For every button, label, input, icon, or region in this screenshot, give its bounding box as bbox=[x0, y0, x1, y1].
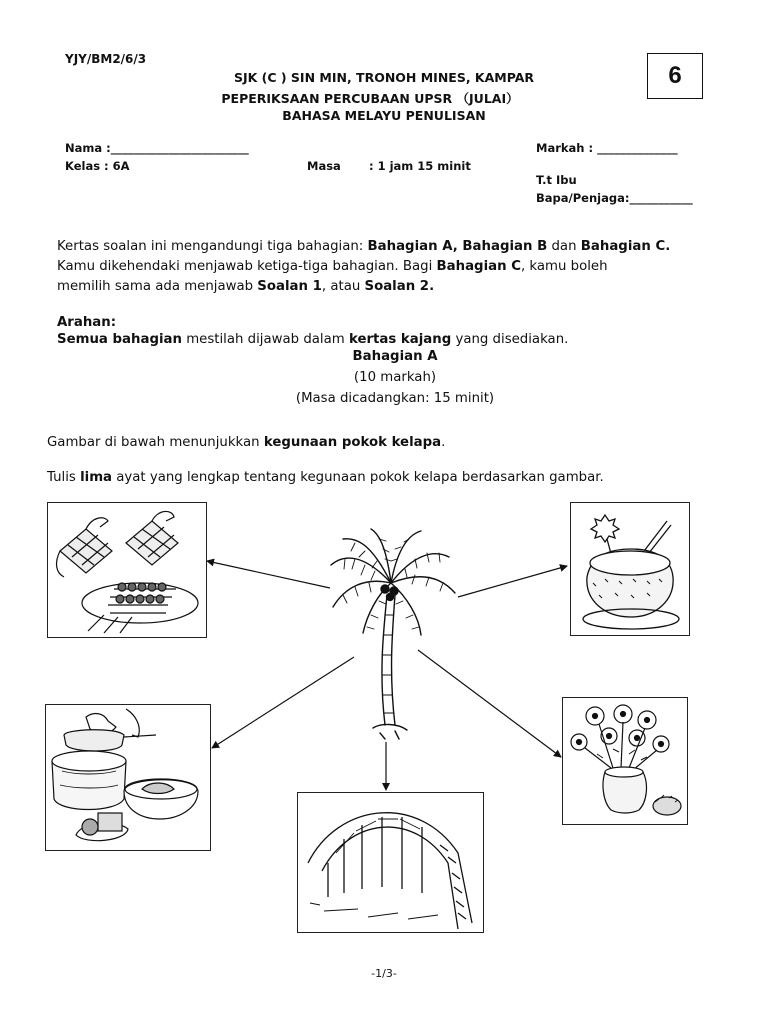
arrow-to-ketupat bbox=[207, 561, 330, 588]
exam-title: PEPERIKSAAN PERCUBAAN UPSR （JULAI） bbox=[221, 91, 519, 106]
arahan-bold: Semua bahagian bbox=[57, 332, 182, 347]
section-title: Bahagian A bbox=[352, 349, 438, 364]
intro-text: memilih sama ada menjawab bbox=[57, 279, 258, 294]
markah-line: ______________ bbox=[597, 141, 678, 155]
question-text: ayat yang lengkap tentang kegunaan pokok kelapa berdasarkan gambar. bbox=[112, 470, 604, 485]
intro-bold: Soalan 2. bbox=[364, 279, 435, 294]
intro-text: , kamu boleh bbox=[520, 259, 608, 274]
crafts-image bbox=[562, 697, 688, 825]
intro-bold: Bahagian C. bbox=[580, 239, 671, 254]
subject-title: BAHASA MELAYU PENULISAN bbox=[282, 108, 486, 123]
arahan-title: Arahan: bbox=[57, 315, 117, 330]
intro-bold: Bahagian A, Bahagian B bbox=[367, 239, 548, 254]
nama-line: ________________________ bbox=[110, 141, 249, 155]
nama-label: Nama : bbox=[65, 141, 111, 155]
intro-text: Kamu dikehendaki menjawab ketiga-tiga bahagian. Bagi bbox=[57, 259, 437, 274]
flower-vase-icon bbox=[563, 698, 687, 824]
cooking-icon bbox=[46, 705, 210, 850]
arrow-to-coconut-drink bbox=[458, 566, 567, 597]
bridge-image bbox=[297, 792, 484, 933]
arahan-plain: mestilah dijawab dalam bbox=[181, 332, 349, 347]
kelas-field: Kelas : 6A bbox=[65, 159, 130, 173]
question-text: . bbox=[441, 435, 446, 450]
section-time: (Masa dicadangkan: 15 minit) bbox=[295, 391, 495, 406]
bapa-label: Bapa/Penjaga: bbox=[536, 191, 630, 205]
coconut-drink-image bbox=[570, 502, 690, 636]
ketupat-satay-icon bbox=[48, 503, 206, 637]
intro-bold: Bahagian C bbox=[436, 259, 521, 274]
question-bold: lima bbox=[80, 470, 113, 485]
paper-code: YJY/BM2/6/3 bbox=[65, 52, 147, 66]
masa-label: Masa bbox=[307, 159, 341, 173]
bridge-icon bbox=[298, 793, 483, 932]
coconut-drink-icon bbox=[571, 503, 689, 635]
intro-bold: Soalan 1 bbox=[257, 279, 322, 294]
tt-label: T.t Ibu bbox=[536, 173, 577, 187]
intro-text: , atau bbox=[321, 279, 365, 294]
question-text: Gambar di bawah menunjukkan bbox=[47, 435, 264, 450]
bapa-line: ___________ bbox=[629, 191, 693, 205]
coconut-tree-icon bbox=[325, 525, 460, 745]
ketupat-satay-image bbox=[47, 502, 207, 638]
arahan-bold: kertas kajang bbox=[348, 332, 452, 347]
question-text: Tulis bbox=[47, 470, 81, 485]
intro-text: dan bbox=[547, 239, 581, 254]
masa-value: : 1 jam 15 minit bbox=[369, 159, 471, 173]
section-marks: (10 markah) bbox=[353, 370, 437, 385]
intro-text: Kertas soalan ini mengandungi tiga bahagian: bbox=[57, 239, 368, 254]
school-name: SJK (C ) SIN MIN, TRONOH MINES, KAMPAR bbox=[233, 70, 535, 85]
box-number: 6 bbox=[668, 62, 682, 89]
cooking-image bbox=[45, 704, 211, 851]
arahan-plain: yang disediakan. bbox=[451, 332, 569, 347]
question-bold: kegunaan pokok kelapa bbox=[263, 435, 442, 450]
markah-label: Markah : bbox=[536, 141, 594, 155]
page-footer: -1/3- bbox=[371, 967, 397, 980]
